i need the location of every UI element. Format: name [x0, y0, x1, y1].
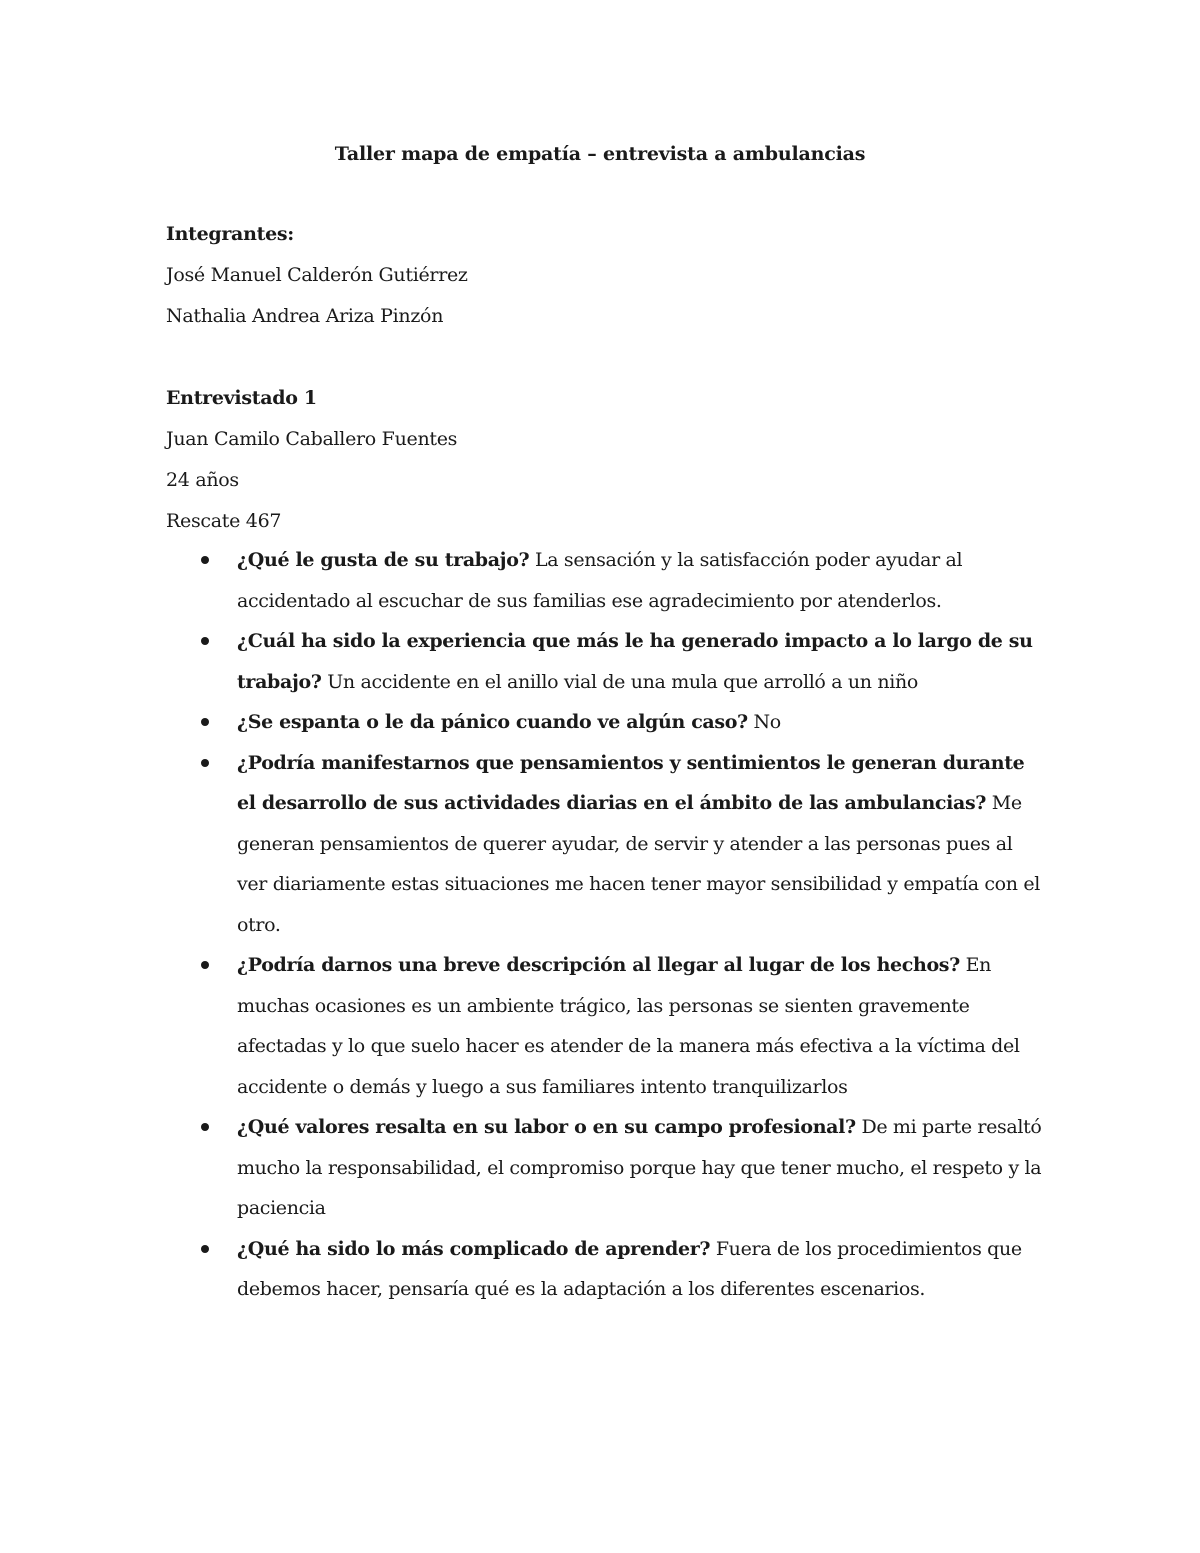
bullet-icon: [201, 637, 209, 645]
interviewee-age: 24 años: [166, 469, 239, 491]
answer-text: No: [747, 711, 781, 733]
interviewee-name: Juan Camilo Caballero Fuentes: [166, 428, 458, 450]
list-item: [166, 540, 1046, 621]
member-name: José Manuel Calderón Gutiérrez: [166, 264, 468, 286]
question-text: ¿Se espanta o le da pánico cuando ve algún caso?: [237, 711, 748, 733]
bullet-icon: [201, 1245, 209, 1253]
bullet-icon: [201, 1123, 209, 1131]
bullet-icon: [201, 718, 209, 726]
list-item: [166, 702, 1046, 743]
question-text: ¿Qué valores resalta en su labor o en su campo profesional?: [237, 1116, 856, 1138]
interviewee-section: [166, 378, 1046, 542]
list-item: [166, 1107, 1046, 1229]
list-item: [166, 743, 1046, 946]
list-item: [166, 621, 1046, 702]
member-name: Nathalia Andrea Ariza Pinzón: [166, 305, 444, 327]
answer-text: Fuera de los procedimientos que debemos hacer, pensaría qué es la adaptación a los diferentes escenarios.: [237, 1237, 1022, 1300]
interview-questions-list: [166, 540, 1046, 1310]
members-heading: Integrantes:: [166, 223, 294, 245]
question-text: ¿Podría darnos una breve descripción al llegar al lugar de los hechos?: [237, 954, 960, 976]
question-text: ¿Qué le gusta de su trabajo?: [237, 549, 530, 571]
members-section: [166, 214, 1046, 337]
answer-text: En muchas ocasiones es un ambiente trágico, las personas se sienten gravemente afectadas y lo que suelo hacer es atender de la manera más efectiva a la víctima del accidente o demás y luego a sus familiares intento tranquilizarlos: [237, 954, 1020, 1098]
interviewee-organization: Rescate 467: [166, 510, 282, 532]
question-text: ¿Qué ha sido lo más complicado de aprender?: [237, 1237, 711, 1260]
answer-text: Un accidente en el anillo vial de una mula que arrolló a un niño: [321, 670, 918, 693]
list-item: [166, 1229, 1046, 1310]
answer-text: De mi parte resaltó mucho la responsabilidad, el compromiso porque hay que tener mucho, el respeto y la paciencia: [237, 1116, 1042, 1219]
answer-text: Me generan pensamientos de querer ayudar, de servir y atender a las personas pues al ver diariamente estas situaciones me hacen tener mayor sensibilidad y empatía con el otro.: [237, 792, 1040, 936]
bullet-icon: [201, 961, 209, 969]
document-title: Taller mapa de empatía – entrevista a ambulancias: [334, 143, 866, 165]
interviewee-heading: Entrevistado 1: [166, 387, 317, 409]
question-text: ¿Cuál ha sido la experiencia que más le ha generado impacto a lo largo de su trabajo?: [237, 630, 1033, 693]
question-text: ¿Podría manifestarnos que pensamientos y sentimientos le generan durante el desarrollo de sus actividades diarias en el ámbito de las ambulancias?: [237, 751, 1025, 814]
answer-text: La sensación y la satisfacción poder ayudar al accidentado al escuchar de sus familias ese agradecimiento por atenderlos.: [237, 549, 963, 612]
bullet-icon: [201, 556, 209, 564]
bullet-icon: [201, 759, 209, 767]
list-item: [166, 945, 1046, 1107]
